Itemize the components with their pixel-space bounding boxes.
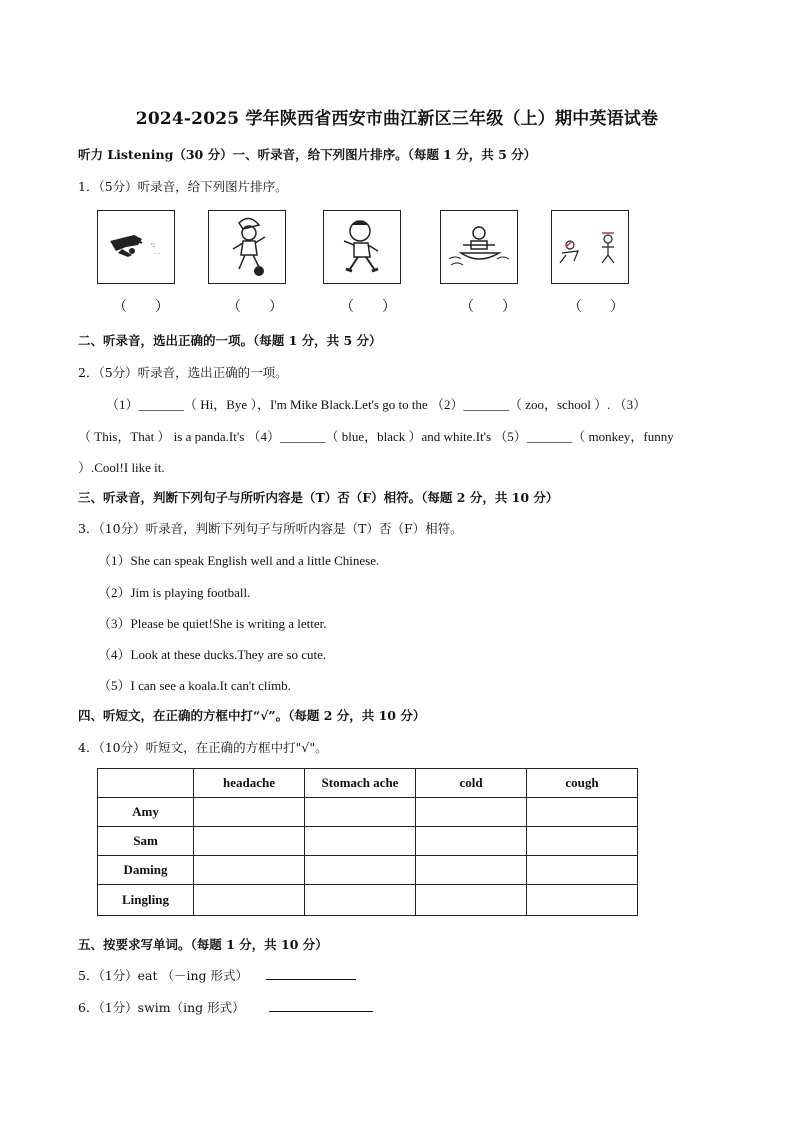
- table-row-label: Sam: [98, 827, 194, 856]
- picture-boy-in-boat: [440, 210, 518, 284]
- answer-paren-1[interactable]: （ ）: [113, 299, 169, 315]
- check-cell[interactable]: [305, 885, 416, 916]
- table-row-label: Daming: [98, 856, 194, 885]
- page-title: 2024-2025 学年陕西省西安市曲江新区三年级（上）期中英语试卷: [135, 109, 659, 129]
- table-row: [98, 885, 638, 916]
- answer-paren-5[interactable]: （ ）: [568, 299, 624, 315]
- question-5-text: 5．（1分）eat （－ing 形式）: [78, 968, 249, 983]
- question-4: 4．（10分）听短文，在正确的方框中打"√"。: [78, 740, 328, 755]
- statement-4: （4）Look at these ducks.They are so cute.: [98, 647, 327, 662]
- statement-5: （5）I can see a koala.It can't climb.: [98, 678, 291, 693]
- answer-paren-2[interactable]: （ ）: [227, 299, 283, 315]
- symptom-table: [97, 768, 638, 916]
- question-6: [78, 998, 373, 1016]
- question-2-line-3: ）.Cool!I like it.: [78, 460, 165, 475]
- toy-airplane-icon: [98, 211, 174, 283]
- answer-paren-3[interactable]: （ ）: [340, 299, 396, 315]
- check-cell[interactable]: [416, 798, 527, 827]
- check-cell[interactable]: [416, 827, 527, 856]
- check-cell[interactable]: [527, 827, 638, 856]
- table-header-cell: [98, 769, 194, 798]
- statement-3: （3）Please be quiet!She is writing a letter.: [98, 616, 327, 631]
- check-cell[interactable]: [527, 798, 638, 827]
- check-cell[interactable]: [416, 856, 527, 885]
- section4-header: 四、听短文，在正确的方框中打“√”。（每题 2 分，共 10 分）: [78, 708, 426, 723]
- statement-2: （2）Jim is playing football.: [98, 585, 251, 600]
- check-cell[interactable]: [194, 885, 305, 916]
- check-cell[interactable]: [527, 885, 638, 916]
- check-cell[interactable]: [416, 885, 527, 916]
- picture-boy-kicking-football: [208, 210, 286, 284]
- picture-toy-airplane: [97, 210, 175, 284]
- table-row-label: Lingling: [98, 885, 194, 916]
- svg-text:- -: - -: [154, 250, 160, 257]
- check-cell[interactable]: [305, 827, 416, 856]
- check-cell[interactable]: [305, 798, 416, 827]
- picture-kids-playing: [551, 210, 629, 284]
- boy-kicking-football-icon: [209, 211, 285, 283]
- answer-blank-5[interactable]: [266, 967, 356, 980]
- answer-paren-4[interactable]: （ ）: [460, 299, 516, 315]
- question-6-text: 6．（1分）swim（ing 形式）: [78, 1000, 245, 1015]
- table-row-label: Amy: [98, 798, 194, 827]
- boy-in-boat-icon: [441, 211, 517, 283]
- table-header-cell: headache: [194, 769, 305, 798]
- check-cell[interactable]: [194, 827, 305, 856]
- section2-header: 二、听录音，选出正确的一项。（每题 1 分，共 5 分）: [78, 333, 382, 348]
- check-cell[interactable]: [194, 856, 305, 885]
- picture-running-boy: [323, 210, 401, 284]
- table-header-cell: cold: [416, 769, 527, 798]
- table-row: [98, 856, 638, 885]
- kids-playing-icon: [552, 211, 628, 283]
- question-1: 1．（5分）听录音，给下列图片排序。: [78, 179, 288, 194]
- question-2-line-2: （ This，That ） is a panda.It's （4）_______（ blue，black ）and white.It's （5）_______（ monkey，funny: [78, 429, 674, 444]
- question-5: [78, 966, 356, 984]
- question-2: 2．（5分）听录音，选出正确的一项。: [78, 365, 288, 380]
- answer-blank-6[interactable]: [269, 999, 373, 1012]
- question-2-line-1: （1）_______（ Hi，Bye ），I'm Mike Black.Let's go to the （2）_______（ zoo，school ）. （3）: [106, 397, 647, 412]
- statement-1: （1）She can speak English well and a little Chinese.: [98, 553, 380, 568]
- section5-header: 五、按要求写单词。（每题 1 分，共 10 分）: [78, 937, 328, 952]
- section1-header: 听力 Listening（30 分）一、听录音，给下列图片排序。（每题 1 分，共 5 分）: [78, 147, 537, 162]
- table-header-row: [98, 769, 638, 798]
- check-cell[interactable]: [305, 856, 416, 885]
- check-cell[interactable]: [194, 798, 305, 827]
- running-boy-icon: [324, 211, 400, 283]
- table-header-cell: Stomach ache: [305, 769, 416, 798]
- question-3: 3．（10分）听录音，判断下列句子与所听内容是（T）否（F）相符。: [78, 521, 463, 536]
- table-header-cell: cough: [527, 769, 638, 798]
- check-cell[interactable]: [527, 856, 638, 885]
- section3-header: 三、听录音，判断下列句子与所听内容是（T）否（F）相符。（每题 2 分，共 10 分）: [78, 490, 559, 505]
- svg-text:·:: ·:: [150, 240, 156, 249]
- table-row: [98, 827, 638, 856]
- table-row: [98, 798, 638, 827]
